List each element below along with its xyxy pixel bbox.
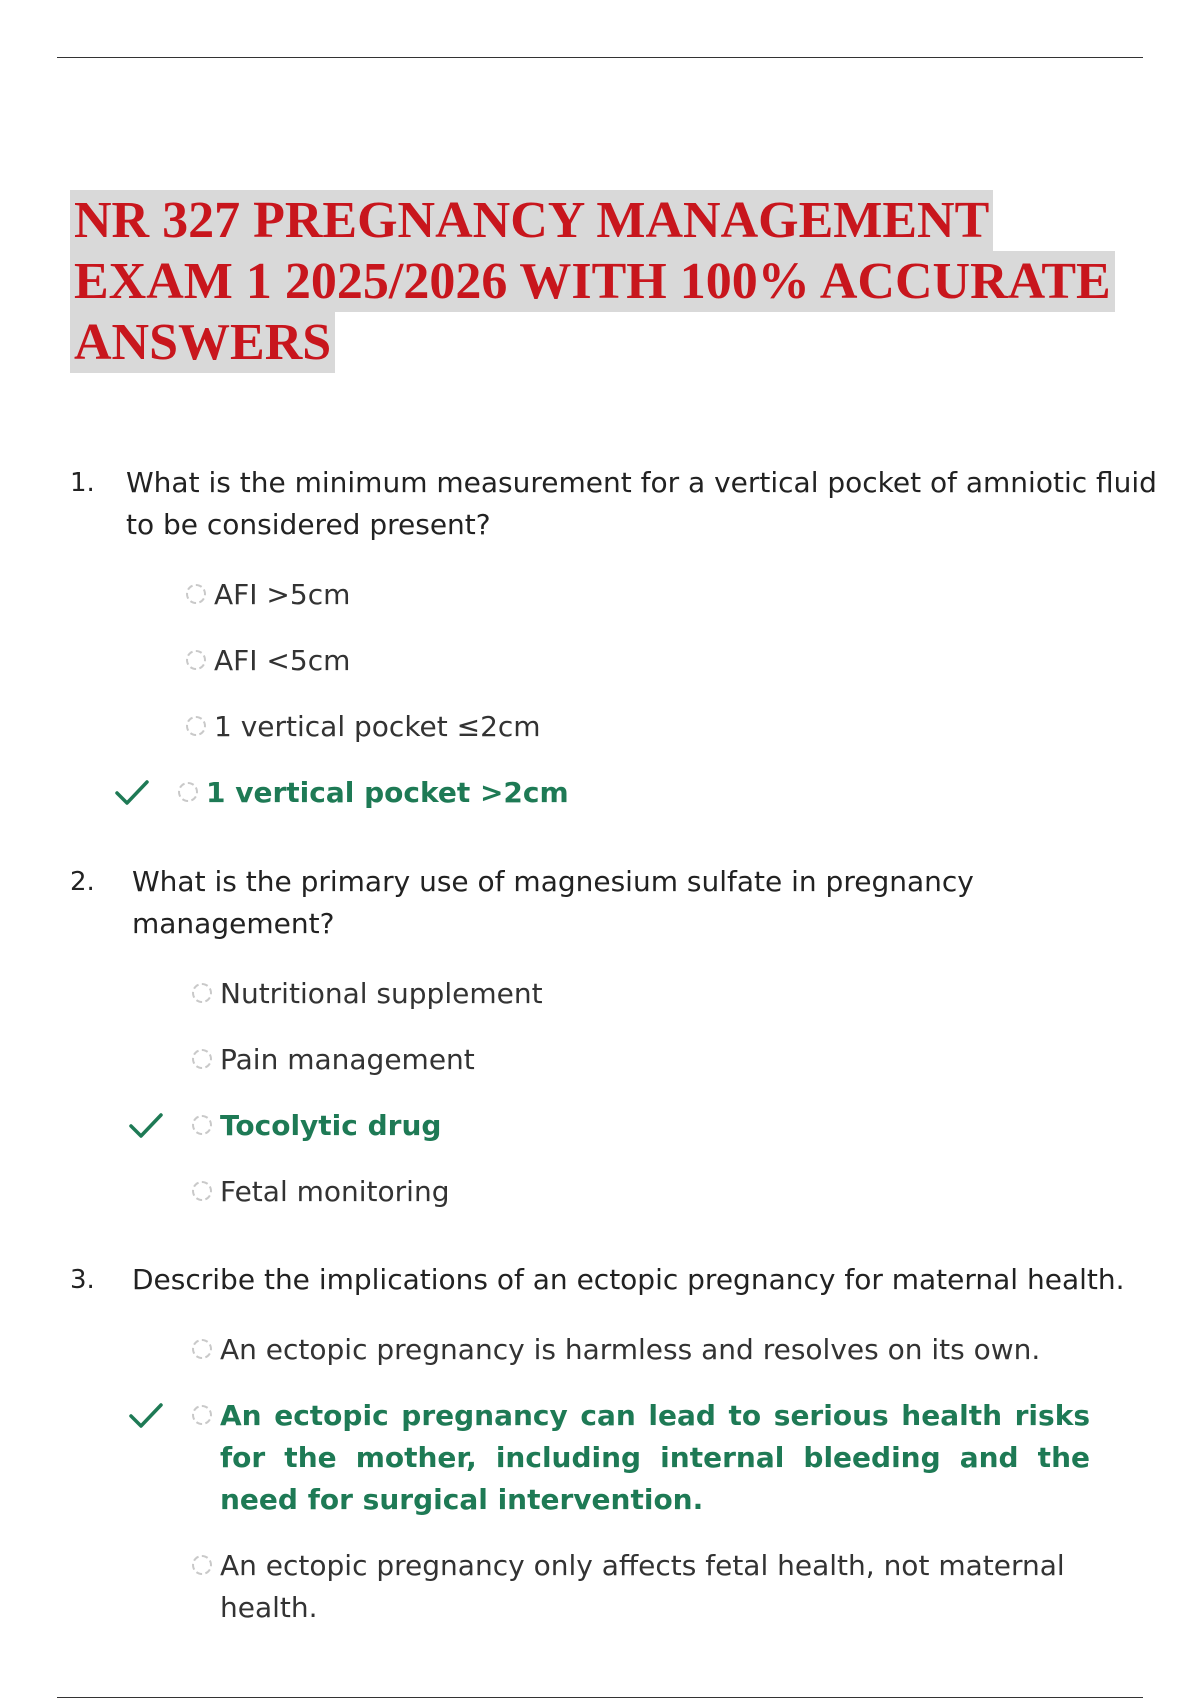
option-text: 1 vertical pocket ≤2cm	[214, 710, 541, 743]
document-title	[70, 190, 1150, 373]
bottom-divider	[57, 1697, 1143, 1698]
answer-option[interactable]	[192, 1545, 1150, 1629]
radio-circle-icon[interactable]	[192, 1405, 212, 1425]
option-text: Tocolytic drug	[220, 1109, 442, 1142]
title-line-1: NR 327 PREGNANCY MANAGEMENT	[70, 190, 993, 251]
answer-option[interactable]	[186, 574, 1150, 616]
checkmark-icon	[112, 772, 152, 814]
radio-circle-icon[interactable]	[192, 1555, 212, 1575]
answer-option-correct[interactable]	[192, 1395, 1150, 1521]
checkmark-icon	[126, 1395, 166, 1437]
option-text: Nutritional supplement	[220, 977, 543, 1010]
answer-option[interactable]	[186, 706, 1150, 748]
answer-option[interactable]	[192, 1039, 1150, 1081]
question-number: 1.	[70, 468, 95, 498]
question-number: 2.	[70, 867, 95, 897]
radio-circle-icon[interactable]	[192, 1115, 212, 1135]
answer-option-correct[interactable]	[178, 772, 1150, 814]
option-text: AFI >5cm	[214, 578, 351, 611]
question-1	[70, 462, 1157, 838]
checkmark-icon	[126, 1105, 166, 1147]
option-text: An ectopic pregnancy can lead to serious health risks for the mother, including internal bleeding and the need for surgical intervention.	[220, 1399, 1090, 1516]
option-text: An ectopic pregnancy only affects fetal health, not maternal health.	[220, 1549, 1065, 1624]
question-2	[70, 861, 1150, 1237]
answer-option[interactable]	[192, 1329, 1150, 1371]
question-number: 3.	[70, 1265, 95, 1295]
option-text: An ectopic pregnancy is harmless and resolves on its own.	[220, 1333, 1041, 1366]
question-text: What is the minimum measurement for a vertical pocket of amniotic fluid to be considered present?	[126, 466, 1157, 541]
question-text: Describe the implications of an ectopic pregnancy for maternal health.	[132, 1263, 1125, 1296]
title-line-3: ANSWERS	[70, 312, 335, 373]
radio-circle-icon[interactable]	[192, 1339, 212, 1359]
answer-option[interactable]	[186, 640, 1150, 682]
radio-circle-icon[interactable]	[178, 782, 198, 802]
answer-options	[192, 1329, 1150, 1629]
radio-circle-icon[interactable]	[186, 584, 206, 604]
top-divider	[57, 57, 1143, 58]
answer-options	[192, 973, 1150, 1213]
option-text: AFI <5cm	[214, 644, 351, 677]
answer-options	[186, 574, 1150, 814]
option-text: 1 vertical pocket >2cm	[206, 776, 569, 809]
title-line-2: EXAM 1 2025/2026 WITH 100% ACCURATE	[70, 251, 1115, 312]
question-3	[70, 1259, 1150, 1653]
question-text: What is the primary use of magnesium sulfate in pregnancy management?	[132, 865, 974, 940]
option-text: Pain management	[220, 1043, 475, 1076]
answer-option[interactable]	[192, 1171, 1150, 1213]
radio-circle-icon[interactable]	[186, 716, 206, 736]
radio-circle-icon[interactable]	[192, 1049, 212, 1069]
option-text: Fetal monitoring	[220, 1175, 450, 1208]
answer-option-correct[interactable]	[192, 1105, 1150, 1147]
answer-option[interactable]	[192, 973, 1150, 1015]
radio-circle-icon[interactable]	[192, 983, 212, 1003]
radio-circle-icon[interactable]	[186, 650, 206, 670]
radio-circle-icon[interactable]	[192, 1181, 212, 1201]
